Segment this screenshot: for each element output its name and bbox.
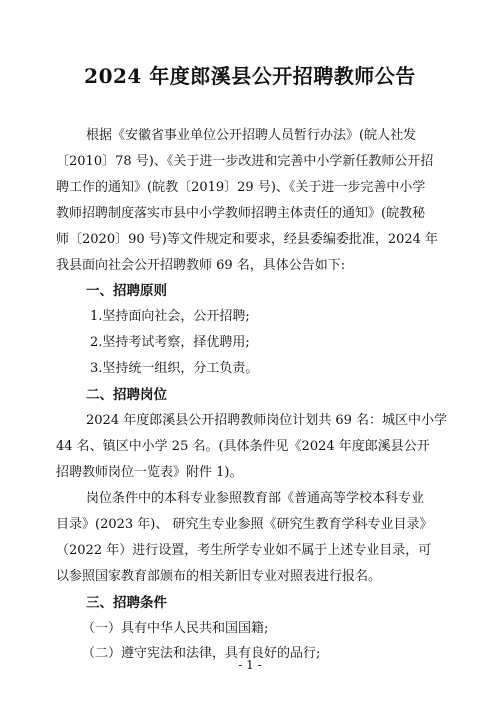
document-title: 2024 年度郎溪县公开招聘教师公告	[84, 64, 416, 88]
major-paragraph-line: 以参照国家教育部颁布的相关新旧专业对照表进行报名。	[56, 569, 382, 584]
section-heading-principles: 一、招聘原则	[86, 283, 167, 299]
positions-paragraph-line: 招聘教师岗位一览表》附件 1)。	[56, 465, 243, 480]
condition-item: （一）具有中华人民共和国国籍;	[82, 621, 269, 636]
positions-paragraph-line: 44 名、镇区中小学 25 名。(具体条件见《2024 年度郎溪县公开	[56, 439, 430, 454]
positions-paragraph-line: 2024 年度郎溪县公开招聘教师岗位计划共 69 名：城区中小学	[86, 413, 448, 428]
major-paragraph-line: 岗位条件中的本科专业参照教育部《普通高等学校本科专业	[86, 491, 425, 506]
intro-line: 〔2010〕78 号)、《关于进一步改进和完善中小学新任教师公开招	[56, 154, 434, 169]
principle-item: 1.坚持面向社会，公开招聘;	[90, 309, 250, 324]
section-heading-positions: 二、招聘岗位	[86, 387, 167, 403]
intro-line: 我县面向社会公开招聘教师 69 名，具体公告如下:	[56, 258, 346, 273]
condition-item: （二）遵守宪法和法律，具有良好的品行;	[82, 646, 321, 661]
principle-item: 3.坚持统一组织，分工负责。	[90, 361, 259, 376]
page-number: - 1 -	[238, 658, 262, 672]
major-paragraph-line: （2022 年）进行设置，考生所学专业如不属于上述专业目录，可	[56, 543, 432, 558]
principle-item: 2.坚持考试考察，择优聘用;	[90, 335, 250, 350]
intro-line: 师〔2020〕90 号)等文件规定和要求，经县委编委批准，2024 年	[56, 232, 439, 247]
intro-line: 教师招聘制度落实市县中小学教师招聘主体责任的通知》(皖教秘	[56, 206, 426, 221]
section-heading-conditions: 三、招聘条件	[86, 595, 167, 611]
intro-line: 根据《安徽省事业单位公开招聘人员暂行办法》(皖人社发	[86, 128, 417, 143]
major-paragraph-line: 目录》(2023 年)、 研究生专业参照《研究生教育学科专业目录》	[56, 517, 433, 532]
intro-line: 聘工作的通知》(皖教〔2019〕29 号)、《关于进一步完善中小学	[56, 180, 426, 195]
